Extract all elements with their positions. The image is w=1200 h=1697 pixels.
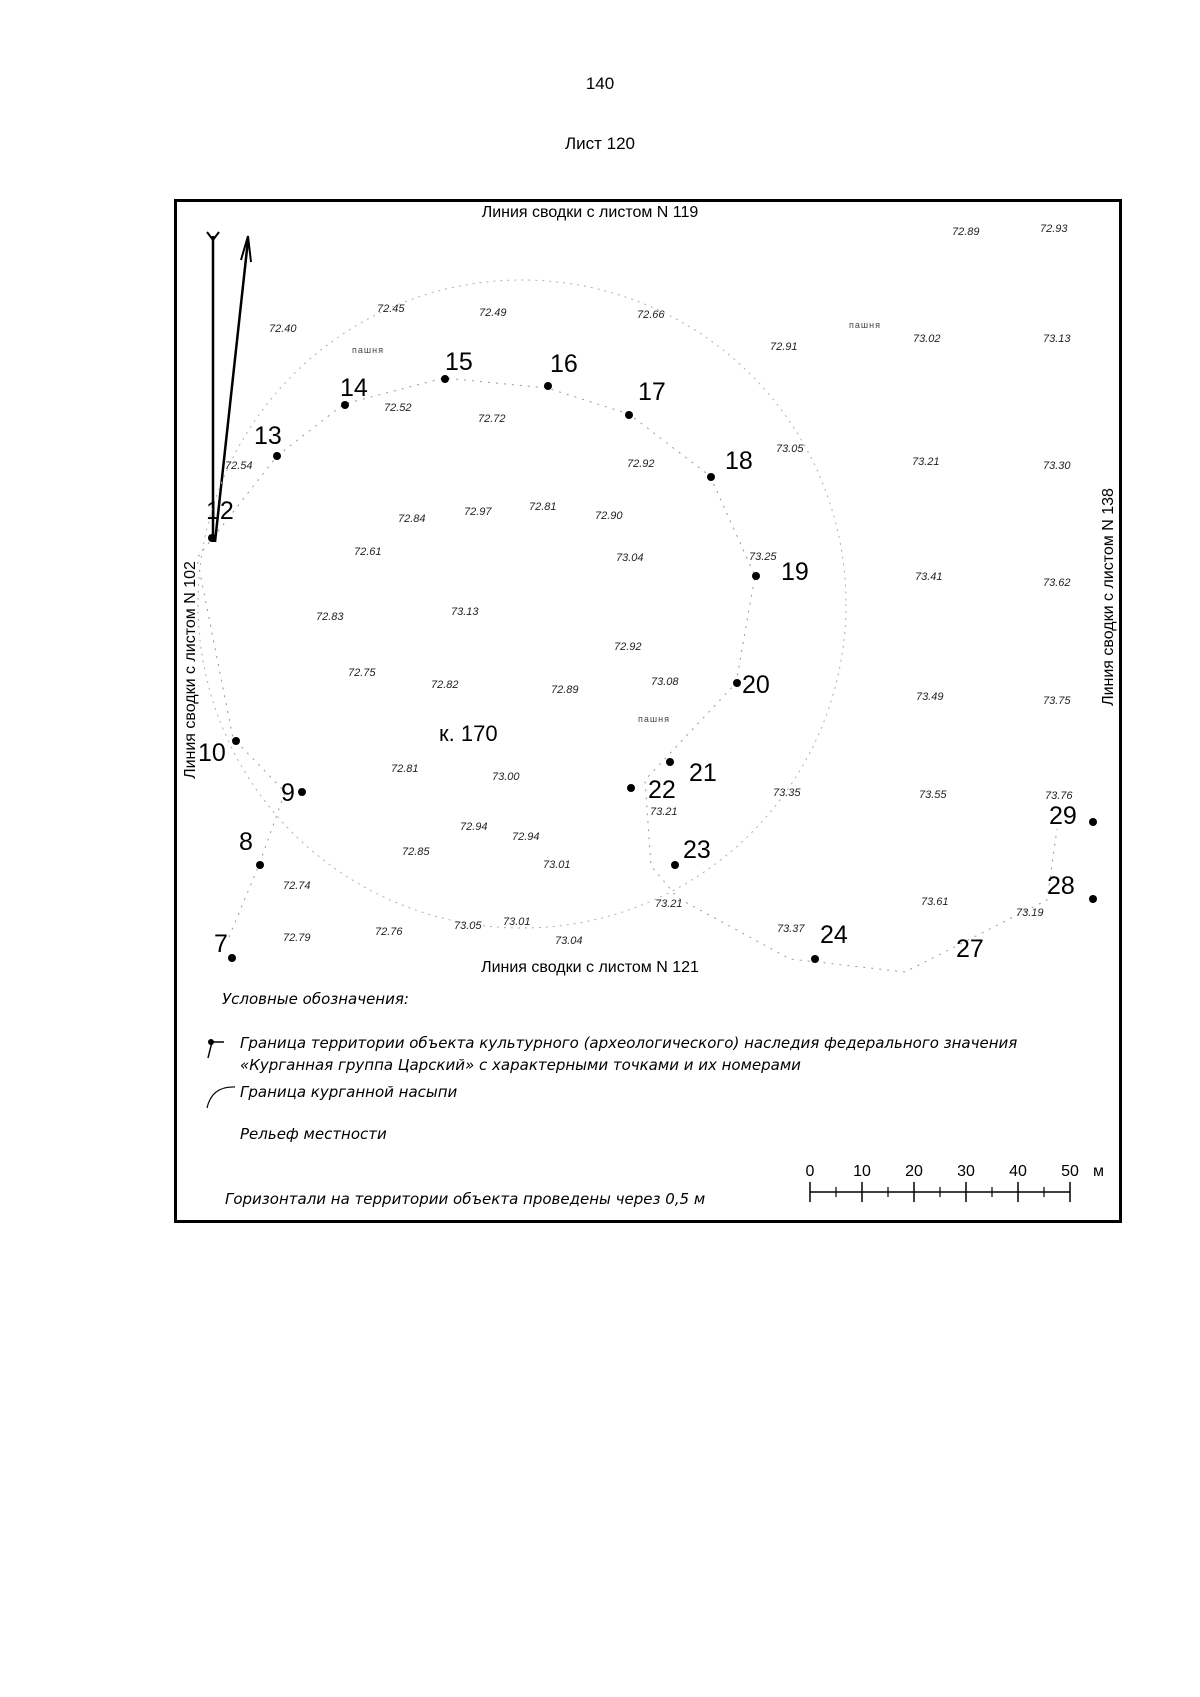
elevation-mark: 72.49 (479, 307, 507, 319)
elevation-mark: 73.21 (912, 456, 940, 468)
boundary-point-18 (707, 447, 753, 481)
elevation-mark: 73.37 (777, 923, 805, 935)
elevation-mark: 72.84 (398, 513, 426, 525)
boundary-points (198, 348, 1097, 963)
elevation-mark: 73.02 (913, 333, 941, 345)
boundary-point-27 (956, 935, 984, 963)
svg-text:28: 28 (1047, 872, 1075, 900)
boundary-point-29 (1049, 802, 1097, 830)
elevation-mark: 73.05 (454, 920, 482, 932)
svg-text:24: 24 (820, 921, 848, 949)
legend (207, 990, 1017, 1208)
edge-label-right: Линия сводки с листом N 138 (1100, 488, 1117, 706)
elevation-mark: 72.74 (283, 880, 311, 892)
elevation-mark: 73.41 (915, 571, 943, 583)
boundary-point-20 (733, 671, 770, 699)
elevation-mark: 72.91 (770, 341, 798, 353)
elevation-mark: 72.83 (316, 611, 344, 623)
edge-label-left: Линия сводки с листом N 102 (182, 561, 199, 779)
elevation-mark: 72.66 (637, 309, 665, 321)
elevation-mark: 72.81 (391, 763, 419, 775)
elevation-mark: 73.01 (503, 916, 531, 928)
boundary-point-28 (1047, 872, 1097, 903)
boundary-point-23 (671, 836, 711, 869)
elevation-mark: 72.94 (512, 831, 540, 843)
elevation-mark: 72.72 (478, 413, 506, 425)
elevation-mark: 73.25 (749, 551, 777, 563)
page-number: 140 (585, 74, 615, 93)
elevation-mark: 73.55 (919, 789, 947, 801)
svg-text:18: 18 (725, 447, 753, 475)
svg-text:14: 14 (340, 374, 368, 402)
scale-tick-label: 30 (957, 1163, 975, 1180)
elevation-mark: 72.93 (1040, 223, 1068, 235)
scale-tick-label: 10 (853, 1163, 871, 1180)
elevation-mark: 72.82 (431, 679, 459, 691)
svg-text:27: 27 (956, 935, 984, 963)
boundary-point-16 (544, 350, 578, 390)
edge-label-top: Линия сводки с листом N 119 (481, 204, 699, 221)
boundary-point-12 (206, 497, 234, 542)
elevation-mark: 72.97 (464, 506, 492, 518)
boundary-point-10 (198, 737, 240, 767)
edge-label-bottom: Линия сводки с листом N 121 (481, 959, 699, 976)
boundary-point-14 (340, 374, 368, 409)
elevation-mark: 73.13 (1043, 333, 1071, 345)
elevation-mark: 72.45 (377, 303, 405, 315)
sheet-title: Лист 120 (564, 134, 636, 153)
boundary-point-17 (625, 378, 666, 419)
elevation-mark: 72.92 (627, 458, 655, 470)
land-label-2: пашня (849, 320, 881, 330)
elevation-mark: 73.19 (1016, 907, 1044, 919)
svg-text:13: 13 (254, 422, 282, 450)
scale-tick-label: 40 (1009, 1163, 1027, 1180)
elevation-mark: 72.92 (614, 641, 642, 653)
elevation-mark: 72.54 (225, 460, 253, 472)
svg-text:8: 8 (239, 828, 253, 856)
land-label-3: пашня (638, 714, 670, 724)
scale-tick-label: 20 (905, 1163, 923, 1180)
elevation-mark: 73.75 (1043, 695, 1071, 707)
boundary-point-13 (254, 422, 282, 460)
legend-title: Условные обозначения: (222, 990, 409, 1008)
legend-boundary-line2: «Курганная группа Царский» с характерными точками и их номерами (240, 1056, 801, 1074)
svg-text:16: 16 (550, 350, 578, 378)
svg-text:17: 17 (638, 378, 666, 406)
boundary-symbol-icon (208, 1039, 224, 1058)
boundary-point-24 (811, 921, 848, 963)
svg-text:23: 23 (683, 836, 711, 864)
elevation-mark: 72.89 (952, 226, 980, 238)
elevation-mark: 73.35 (773, 787, 801, 799)
elevation-mark: 73.49 (916, 691, 944, 703)
scale-bar (806, 1163, 1104, 1202)
scale-tick-label: 0 (805, 1163, 815, 1180)
legend-boundary-line1: Граница территории объекта культурного (археологического) наследия федерального значения (240, 1034, 1018, 1052)
elevation-mark: 72.90 (595, 510, 623, 522)
boundary-point-22 (627, 776, 676, 804)
boundary-point-7 (214, 930, 236, 962)
svg-text:10: 10 (198, 739, 226, 767)
elevation-mark: 73.05 (776, 443, 804, 455)
elevation-mark: 72.61 (354, 546, 382, 558)
map-frame (174, 199, 1122, 1223)
elevation-mark: 72.79 (283, 932, 311, 944)
boundary-point-15 (441, 348, 473, 383)
elevation-mark: 73.76 (1045, 790, 1073, 802)
elevation-mark: 73.00 (492, 771, 520, 783)
legend-mound: Граница курганной насыпи (240, 1083, 458, 1101)
boundary-point-8 (239, 828, 264, 869)
svg-text:19: 19 (781, 558, 809, 586)
elevation-mark: 73.62 (1043, 577, 1071, 589)
elevation-mark: 73.04 (555, 935, 583, 947)
svg-text:21: 21 (689, 759, 717, 787)
elevation-mark: 73.13 (451, 606, 479, 618)
svg-text:20: 20 (742, 671, 770, 699)
elevation-mark: 72.85 (402, 846, 430, 858)
elevation-mark: 73.21 (655, 898, 683, 910)
map-canvas (177, 202, 1122, 1223)
legend-relief: Рельеф местности (240, 1125, 387, 1143)
svg-text:15: 15 (445, 348, 473, 376)
elevation-mark: 72.75 (348, 667, 376, 679)
elevation-mark: 73.30 (1043, 460, 1071, 472)
north-arrow-icon (207, 232, 251, 542)
mound-symbol-icon (207, 1087, 235, 1108)
land-label-1: пашня (352, 345, 384, 355)
scale-unit: м (1093, 1163, 1104, 1180)
elevation-mark: 73.04 (616, 552, 644, 564)
scale-tick-label: 50 (1061, 1163, 1079, 1180)
elevation-mark: 72.89 (551, 684, 579, 696)
svg-text:9: 9 (281, 779, 295, 807)
elevation-mark: 72.40 (269, 323, 297, 335)
elevation-mark: 73.01 (543, 859, 571, 871)
elevation-mark: 73.61 (921, 896, 949, 908)
elevation-mark: 73.21 (650, 806, 678, 818)
svg-text:29: 29 (1049, 802, 1077, 830)
svg-text:12: 12 (206, 497, 234, 525)
elevation-mark: 72.94 (460, 821, 488, 833)
legend-contours: Горизонтали на территории объекта проведены через 0,5 м (225, 1190, 706, 1208)
boundary-point-9 (281, 779, 306, 807)
svg-text:7: 7 (214, 930, 228, 958)
elevation-mark: 72.81 (529, 501, 557, 513)
elevation-mark: 72.52 (384, 402, 412, 414)
svg-text:22: 22 (648, 776, 676, 804)
elevation-mark: 72.76 (375, 926, 403, 938)
kurgan-label: к. 170 (439, 721, 498, 746)
elevation-mark: 73.08 (651, 676, 679, 688)
